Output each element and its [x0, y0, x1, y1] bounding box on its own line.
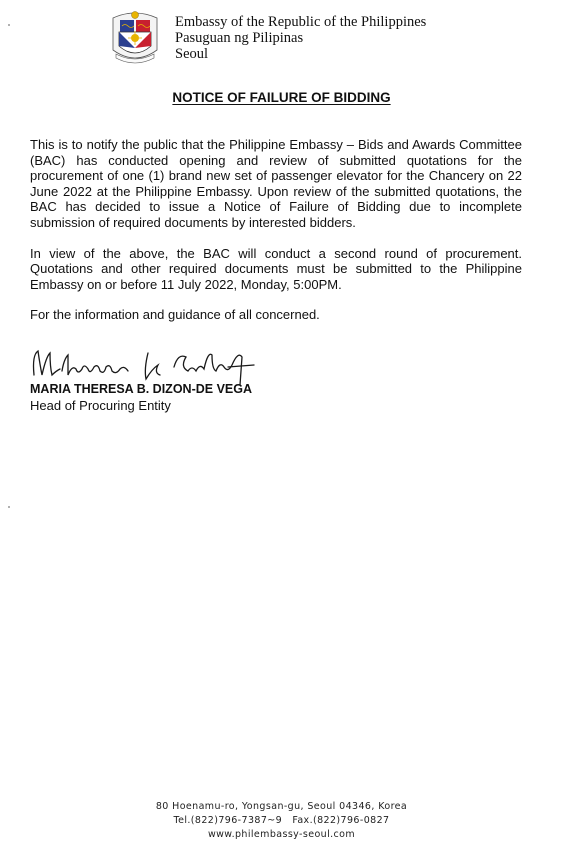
- notice-title: NOTICE OF FAILURE OF BIDDING: [172, 90, 391, 105]
- philippine-coat-of-arms-icon: [110, 8, 160, 66]
- signatory-name: MARIA THERESA B. DIZON-DE VEGA: [30, 382, 252, 396]
- footer-phone-fax: Tel.(822)796-7387~9 Fax.(822)796-0827: [173, 815, 390, 826]
- notice-body: [30, 137, 522, 338]
- embassy-city: Seoul: [175, 46, 209, 62]
- scan-speck: [8, 24, 10, 26]
- footer-website: www.philembassy-seoul.com: [207, 829, 356, 840]
- scan-speck: [8, 506, 10, 508]
- paragraph-second-round: In view of the above, the BAC will conduct a second round of procurement. Quotations and other required documents must be submitted to the Philippine Embassy on or before 11 July 2022, Monday, 5:00PM.: [30, 245, 522, 292]
- letterhead: [175, 14, 426, 62]
- footer-address: 80 Hoenamu-ro, Yongsan-gu, Seoul 04346, Korea: [155, 801, 408, 812]
- paragraph-closing: For the information and guidance of all concerned.: [30, 307, 320, 323]
- footer: [0, 800, 563, 842]
- signatory-position: Head of Procuring Entity: [30, 398, 171, 413]
- embassy-name-filipino: Pasuguan ng Pilipinas: [175, 30, 304, 46]
- paragraph-notification: This is to notify the public that the Philippine Embassy – Bids and Awards Committee (BAC) has conducted opening and review of submitted quotations for the procurement of one (1) brand new set of passenger elevator for the Chancery on 22 June 2022 at the Philippine Embassy. Upon review of the submitted quotations, the BAC has decided to issue a Notice of Failure of Bidding due to incomplete submission of required documents by interested bidders.: [30, 137, 522, 230]
- embassy-name: Embassy of the Republic of the Philippines: [175, 14, 427, 30]
